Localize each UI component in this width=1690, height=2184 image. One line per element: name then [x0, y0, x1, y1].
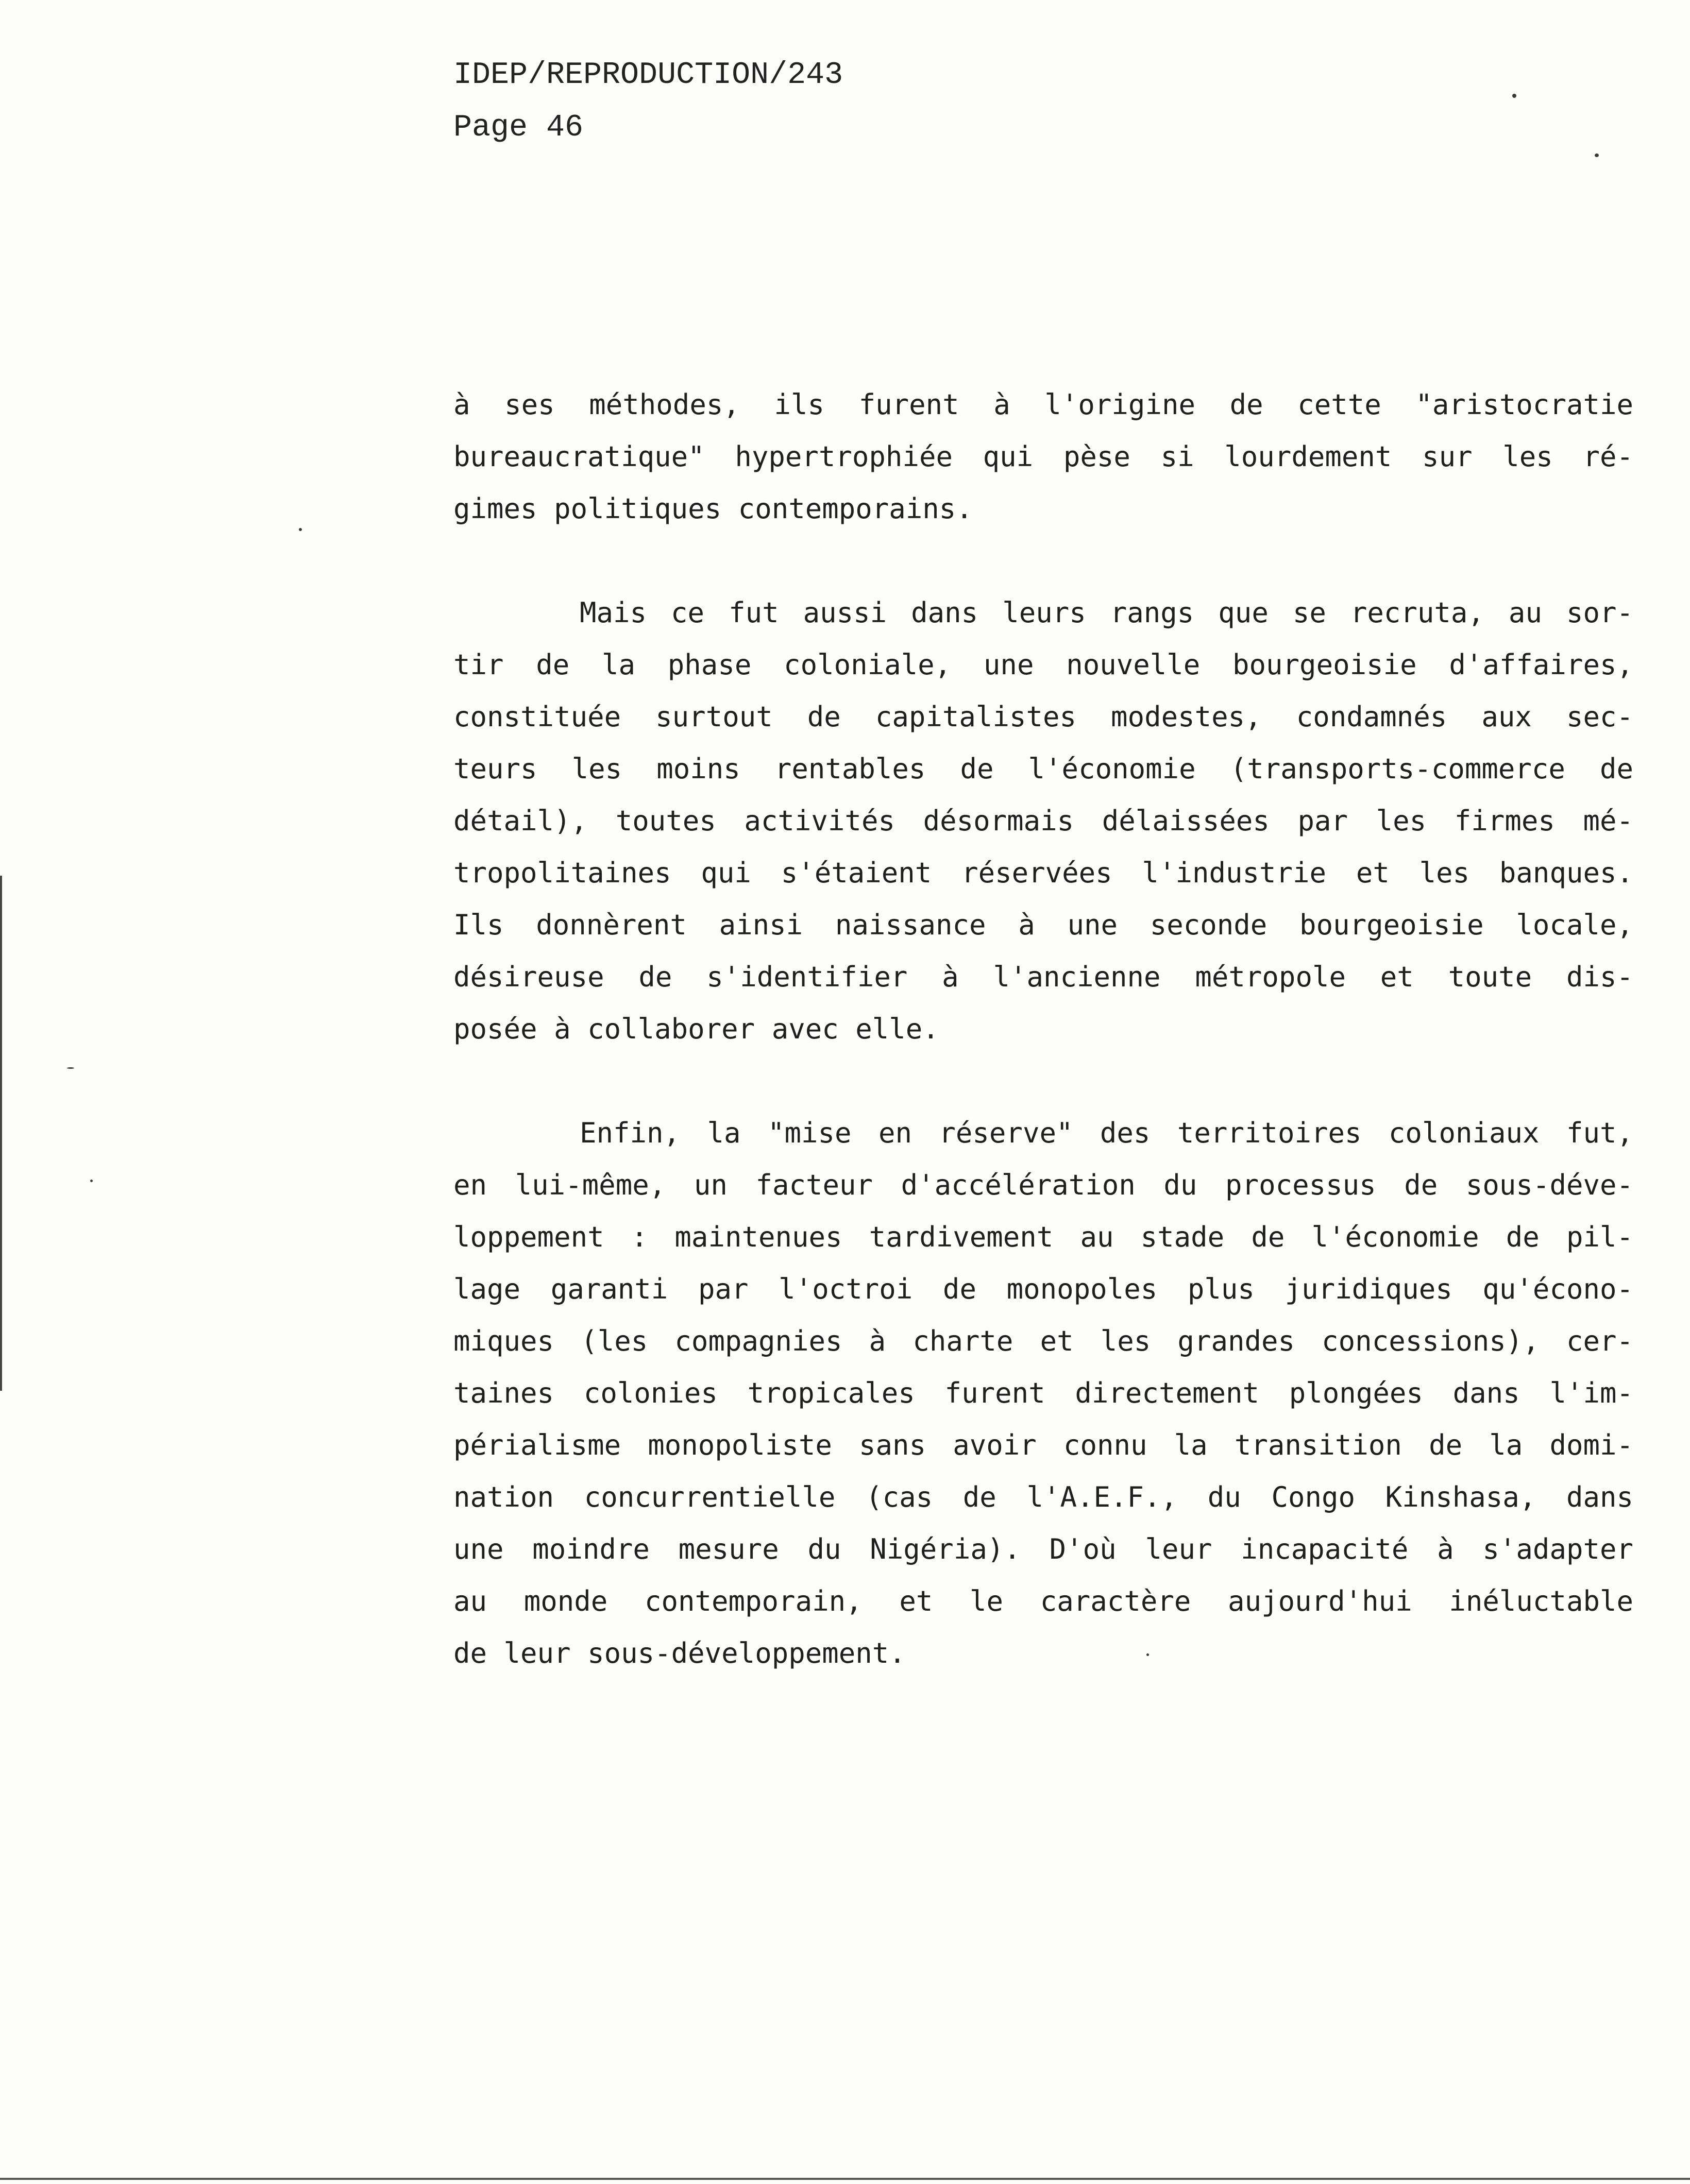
text-line: bureaucratique" hypertrophiée qui pèse si lourdement sur les ré-	[453, 440, 1633, 473]
paragraph-1	[453, 379, 1633, 535]
text-line: lage garanti par l'octroi de monopoles plus juridiques qu'écono-	[453, 1273, 1633, 1305]
text-line: désireuse de s'identifier à l'ancienne métropole et toute dis-	[453, 961, 1633, 993]
scan-speck	[90, 1180, 93, 1182]
scan-speck	[1146, 1653, 1149, 1656]
text-line: constituée surtout de capitalistes modestes, condamnés aux sec-	[453, 701, 1633, 733]
scan-edge-left	[0, 876, 2, 1391]
text-line: teurs les moins rentables de l'économie (transports-commerce de	[453, 753, 1633, 785]
text-line: Enfin, la "mise en réserve" des territoires coloniaux fut,	[580, 1117, 1633, 1149]
text-line: loppement : maintenues tardivement au stade de l'économie de pil-	[453, 1221, 1633, 1253]
text-line: Ils donnèrent ainsi naissance à une seconde bourgeoisie locale,	[453, 909, 1633, 941]
text-line: détail), toutes activités désormais délaissées par les firmes mé-	[453, 805, 1633, 837]
text-line: tropolitaines qui s'étaient réservées l'industrie et les banques.	[453, 857, 1633, 889]
scan-speck	[299, 528, 302, 531]
text-line: Mais ce fut aussi dans leurs rangs que se recruta, au sor-	[580, 596, 1633, 629]
scan-edge-bottom	[0, 2178, 1690, 2180]
text-line: à ses méthodes, ils furent à l'origine de cette "aristocratie	[453, 388, 1633, 421]
text-line: posée à collaborer avec elle.	[453, 1013, 939, 1045]
text-line: au monde contemporain, et le caractère aujourd'hui inéluctable	[453, 1585, 1633, 1617]
scan-speck	[67, 1067, 74, 1069]
paragraph-3	[453, 1107, 1633, 1679]
document-reference: IDEP/REPRODUCTION/243	[453, 58, 843, 93]
scan-speck	[1512, 94, 1516, 98]
text-line: une moindre mesure du Nigéria). D'où leur incapacité à s'adapter	[453, 1533, 1633, 1565]
paragraph-2	[453, 587, 1633, 1055]
text-line: miques (les compagnies à charte et les grandes concessions), cer-	[453, 1325, 1633, 1357]
text-line: en lui-même, un facteur d'accélération du processus de sous-déve-	[453, 1169, 1633, 1201]
text-line: taines colonies tropicales furent directement plongées dans l'im-	[453, 1377, 1633, 1409]
text-line: tir de la phase coloniale, une nouvelle bourgeoisie d'affaires,	[453, 649, 1633, 681]
page-number: Page 46	[453, 110, 584, 145]
text-line: nation concurrentielle (cas de l'A.E.F., du Congo Kinshasa, dans	[453, 1481, 1633, 1513]
text-line: gimes politiques contemporains.	[453, 492, 973, 525]
document-body	[453, 379, 1633, 1731]
document-header	[453, 49, 843, 154]
text-line: périalisme monopoliste sans avoir connu la transition de la domi-	[453, 1429, 1633, 1461]
scan-speck	[1595, 153, 1599, 157]
text-line: de leur sous-développement.	[453, 1637, 906, 1669]
